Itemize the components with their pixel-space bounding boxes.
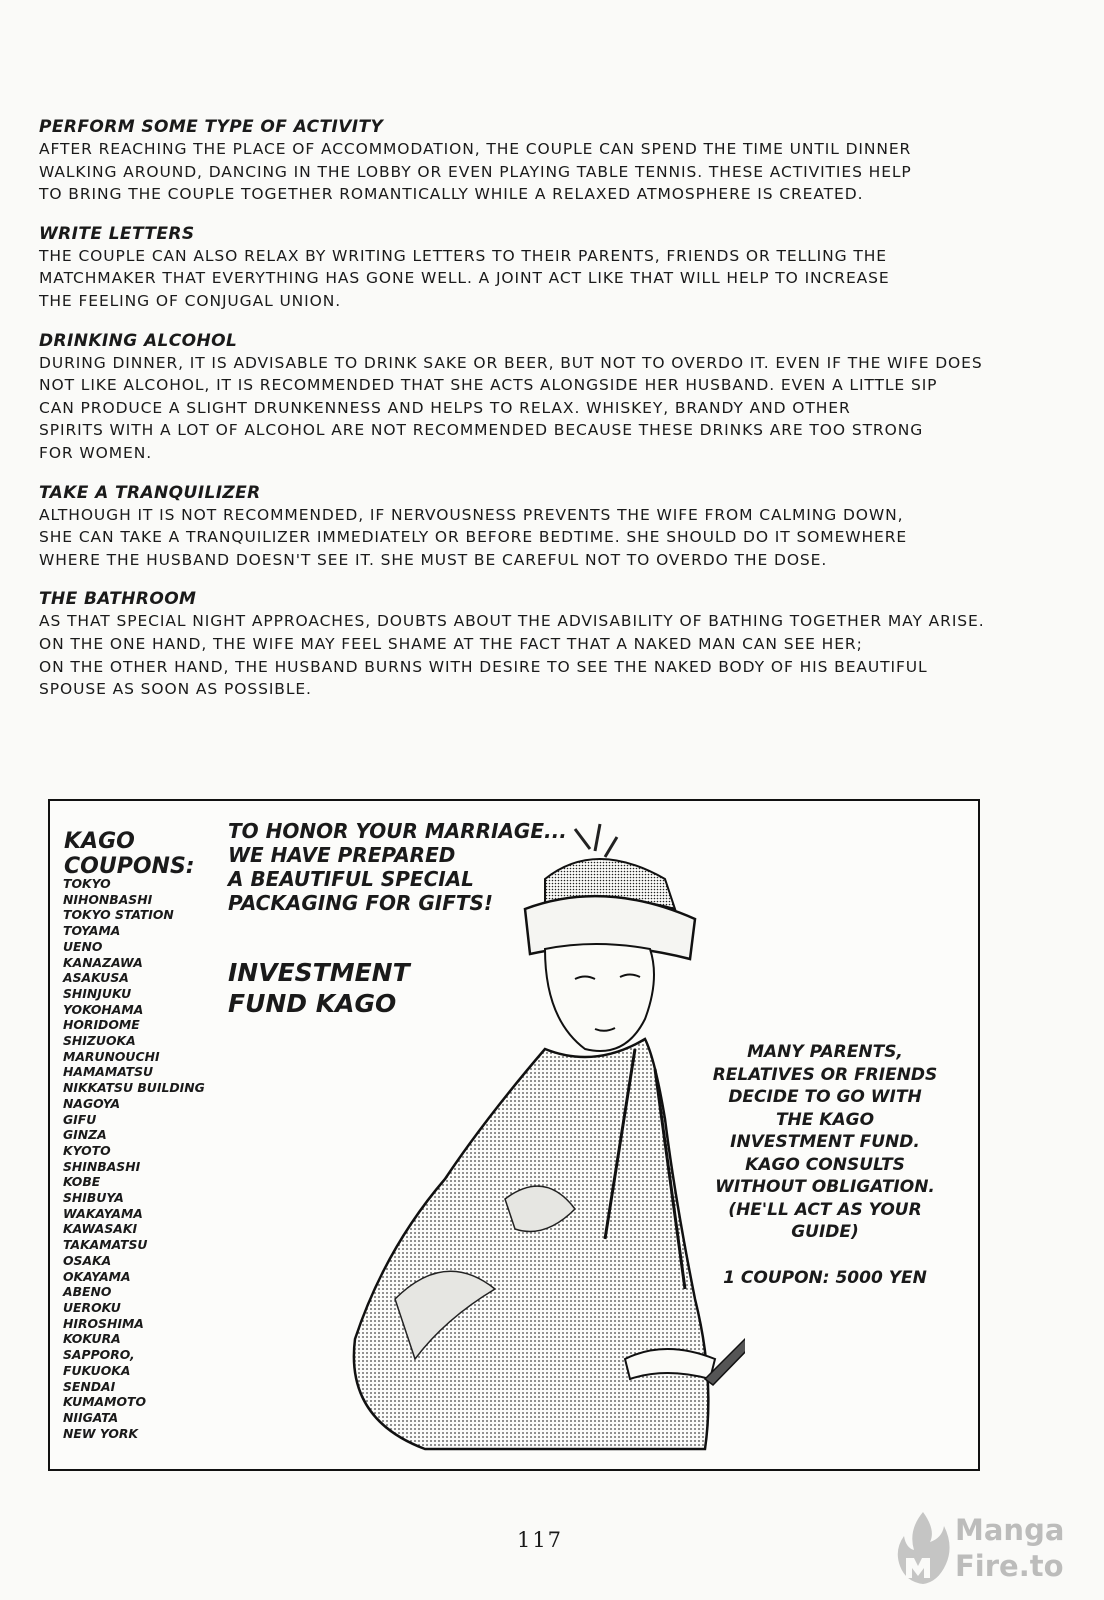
location-item: HAMAMATSU	[63, 1064, 154, 1080]
location-item: MARUNOUCHI	[63, 1048, 160, 1064]
location-item: OKAYAMA	[63, 1268, 131, 1284]
section-title: TAKE A TRANQUILIZER	[39, 482, 261, 503]
coupon-title-line1: KAGO	[64, 829, 135, 854]
section-text-line: MATCHMAKER THAT EVERYTHING HAS GONE WELL. A JOINT ACT LIKE THAT WILL HELP TO INCREASE	[39, 269, 890, 288]
kago-advertisement	[48, 799, 980, 1471]
location-item: SHIZUOKA	[63, 1033, 136, 1049]
headline-line: WE HAVE PREPARED	[228, 843, 456, 867]
headline-line: PACKAGING FOR GIFTS!	[228, 891, 494, 915]
section-text-line: SHE CAN TAKE A TRANQUILIZER IMMEDIATELY OR BEFORE BEDTIME. SHE SHOULD DO IT SOMEWHERE	[39, 528, 908, 547]
location-item: TOYAMA	[63, 923, 121, 939]
headline-line: A BEAUTIFUL SPECIAL	[228, 867, 474, 891]
location-item: OSAKA	[63, 1252, 112, 1268]
article-sections	[39, 116, 1069, 718]
location-item: UENO	[63, 938, 103, 954]
section-alcohol	[39, 330, 1069, 465]
location-item: UEROKU	[63, 1299, 121, 1315]
coupon-location-list	[63, 876, 205, 1441]
location-item: WAKAYAMA	[63, 1205, 143, 1221]
location-item: ABENO	[63, 1284, 112, 1300]
location-item: FUKUOKA	[63, 1362, 131, 1378]
section-text-line: WHERE THE HUSBAND DOESN'T SEE IT. SHE MUST BE CAREFUL NOT TO OVERDO THE DOSE.	[39, 550, 828, 569]
location-item: HORIDOME	[63, 1017, 140, 1033]
section-tranquilizer	[39, 482, 1069, 572]
blurb-line: WITHOUT OBLIGATION.	[715, 1177, 935, 1197]
section-letters	[39, 223, 1069, 313]
coupon-title-line2: COUPONS:	[64, 854, 195, 879]
location-item: SHIBUYA	[63, 1190, 124, 1206]
section-text-line: TO BRING THE COUPLE TOGETHER ROMANTICALLY WHILE A RELAXED ATMOSPHERE IS CREATED.	[39, 185, 864, 204]
blurb-line: (HE'LL ACT AS YOUR	[728, 1199, 922, 1220]
location-item: NIKKATSU BUILDING	[63, 1080, 205, 1096]
location-item: SHINBASHI	[63, 1158, 141, 1174]
ad-blurb	[680, 1041, 970, 1244]
section-text-line: FOR WOMEN.	[39, 443, 153, 462]
fund-name-line: INVESTMENT	[228, 958, 410, 987]
section-text-line: THE COUPLE CAN ALSO RELAX BY WRITING LETTERS TO THEIR PARENTS, FRIENDS OR TELLING THE	[39, 246, 887, 265]
location-item: NIIGATA	[63, 1409, 119, 1425]
coupon-price: 1 COUPON: 5000 YEN	[723, 1268, 927, 1288]
section-activity	[39, 116, 1069, 206]
section-text-line: AFTER REACHING THE PLACE OF ACCOMMODATION, THE COUPLE CAN SPEND THE TIME UNTIL DINNER	[39, 140, 912, 158]
ad-headline	[228, 819, 567, 915]
blurb-line: RELATIVES OR FRIENDS	[712, 1064, 938, 1085]
blurb-line: GUIDE)	[791, 1222, 859, 1242]
section-text-line: CAN PRODUCE A SLIGHT DRUNKENNESS AND HELPS TO RELAX. WHISKEY, BRANDY AND OTHER	[39, 398, 851, 417]
watermark-text	[955, 1512, 1064, 1584]
location-item: TAKAMATSU	[63, 1237, 148, 1253]
location-item: ASAKUSA	[63, 970, 129, 986]
section-title: WRITE LETTERS	[39, 223, 195, 244]
location-item: KANAZAWA	[63, 954, 143, 970]
coupon-title	[64, 829, 195, 879]
section-title: THE BATHROOM	[39, 589, 197, 610]
section-text-line: ON THE ONE HAND, THE WIFE MAY FEEL SHAME AT THE FACT THAT A NAKED MAN CAN SEE HER;	[39, 634, 863, 653]
kneeling-woman-illustration	[245, 819, 745, 1467]
location-item: KUMAMOTO	[63, 1394, 146, 1410]
location-item: GIFU	[63, 1111, 97, 1127]
blurb-line: DECIDE TO GO WITH	[728, 1087, 922, 1107]
location-item: TOKYO	[63, 876, 111, 891]
blurb-line: INVESTMENT FUND.	[730, 1132, 920, 1152]
section-text-line: SPIRITS WITH A LOT OF ALCOHOL ARE NOT RECOMMENDED BECAUSE THESE DRINKS ARE TOO STRONG	[39, 421, 924, 440]
page-number: 117	[516, 1528, 564, 1552]
section-text-line: NOT LIKE ALCOHOL, IT IS RECOMMENDED THAT SHE ACTS ALONGSIDE HER HUSBAND. EVEN A LITTLE SIP	[39, 376, 938, 395]
section-text-line: ON THE OTHER HAND, THE HUSBAND BURNS WITH DESIRE TO SEE THE NAKED BODY OF HIS BEAUTIFUL	[39, 657, 928, 676]
location-item: NAGOYA	[63, 1095, 121, 1111]
blurb-line: MANY PARENTS,	[747, 1042, 903, 1062]
section-text-line: THE FEELING OF CONJUGAL UNION.	[39, 291, 342, 310]
location-item: SENDAI	[63, 1378, 116, 1394]
location-item: SAPPORO,	[63, 1347, 135, 1363]
fund-name	[228, 957, 410, 1019]
section-text-line: WALKING AROUND, DANCING IN THE LOBBY OR EVEN PLAYING TABLE TENNIS. THESE ACTIVITIES HELP	[39, 162, 912, 181]
section-text-line: ALTHOUGH IT IS NOT RECOMMENDED, IF NERVOUSNESS PREVENTS THE WIFE FROM CALMING DOWN,	[39, 505, 904, 524]
section-text-line: SPOUSE AS SOON AS POSSIBLE.	[39, 680, 312, 699]
location-item: SHINJUKU	[63, 985, 132, 1001]
flame-logo-icon	[892, 1508, 954, 1588]
location-item: KOBE	[63, 1174, 101, 1190]
location-item: NIHONBASHI	[63, 891, 153, 907]
location-item: KAWASAKI	[63, 1221, 138, 1237]
section-text-line: DURING DINNER, IT IS ADVISABLE TO DRINK SAKE OR BEER, BUT NOT TO OVERDO IT. EVEN IF THE WIFE DOES	[39, 353, 983, 372]
location-item: KOKURA	[63, 1331, 121, 1347]
location-item: KYOTO	[63, 1142, 111, 1158]
location-item: HIROSHIMA	[63, 1315, 144, 1331]
site-watermark	[890, 1504, 1090, 1596]
headline-line: TO HONOR YOUR MARRIAGE...	[228, 819, 567, 843]
blurb-line: KAGO CONSULTS	[745, 1154, 905, 1175]
location-item: NEW YORK	[63, 1425, 139, 1441]
section-title: DRINKING ALCOHOL	[39, 330, 238, 351]
location-item: GINZA	[63, 1127, 107, 1143]
fund-name-line: FUND KAGO	[228, 989, 397, 1018]
watermark-line1: Manga	[955, 1513, 1065, 1547]
blurb-line: THE KAGO	[775, 1109, 875, 1130]
section-text-line: AS THAT SPECIAL NIGHT APPROACHES, DOUBTS ABOUT THE ADVISABILITY OF BATHING TOGETHER MAY ARISE.	[39, 612, 985, 631]
section-title: PERFORM SOME TYPE OF ACTIVITY	[39, 117, 384, 137]
location-item: YOKOHAMA	[63, 1001, 144, 1017]
section-bathroom	[39, 588, 1069, 700]
location-item: TOKYO STATION	[63, 907, 174, 923]
watermark-line2: Fire.to	[955, 1549, 1064, 1583]
